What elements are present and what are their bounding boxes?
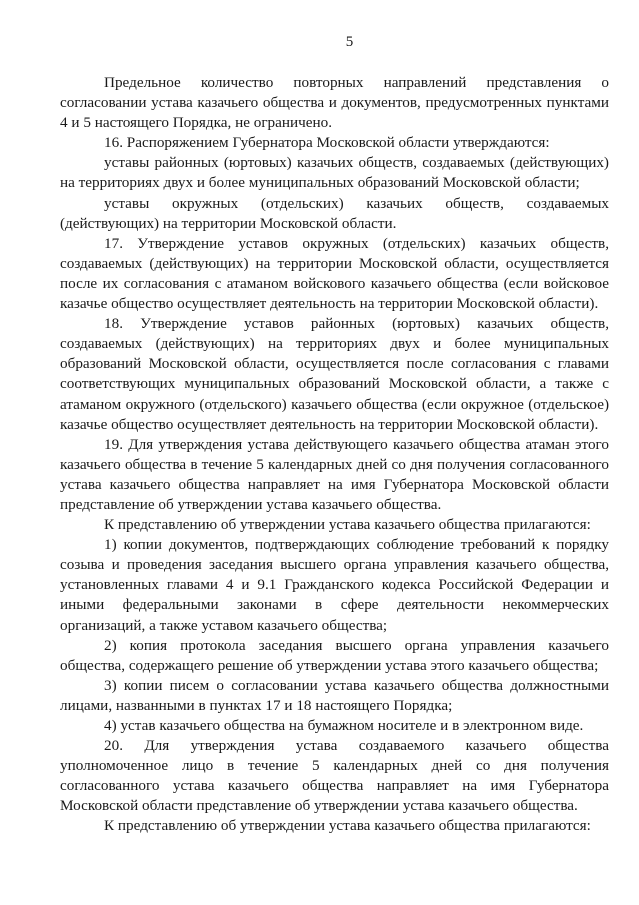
paragraph-16-heading: 16. Распоряжением Губернатора Московской области утверждаются: [104,134,550,152]
paragraph-19-attachments-heading: К представлению об утверждении устава казачьего общества прилагаются: [104,516,591,534]
paragraph-17: 17. Утверждение уставов окружных (отдельских) казачьих обществ, создаваемых (действующих) на территории Московской области, осуществляется после их согласования с атаманом войскового казачьего общества (если войсковое казачье общество осуществляет деятельность на территории Московской области). [60,234,609,313]
attachment-item-3: 3) копии писем о согласовании устава казачьего общества должностными лицами, названными в пунктах 17 и 18 настоящего Порядка; [60,676,609,714]
paragraph-repeat-limit: Предельное количество повторных направлений представления о согласовании устава казачьего общества и документов, предусмотренных пунктами 4 и 5 настоящего Порядка, не ограничено. [60,74,609,132]
page-number: 5 [345,34,354,50]
paragraph-20-attachments-heading: К представлению об утверждении устава казачьего общества прилагаются: [104,817,591,835]
paragraph-19: 19. Для утверждения устава действующего казачьего общества атаман этого казачьего общества в течение 5 календарных дней со дня получения согласованного устава казачьего общества направляет на имя Губернатора Московской области представление об утверждении устава казачьего общества. [60,435,609,513]
attachment-item-4: 4) устав казачьего общества на бумажном носителе и в электронном виде. [104,717,584,734]
paragraph-16-okrug-charters: уставы окружных (отдельских) казачьих обществ, создаваемых (действующих) на территории Московской области. [60,194,609,232]
paragraph-20: 20. Для утверждения устава создаваемого казачьего общества уполномоченное лицо в течение 5 календарных дней со дня получения согласованного устава казачьего общества направляет на имя Губернатора Московской области представление об утверждении устава казачьего общества. [60,737,609,815]
attachment-item-2: 2) копия протокола заседания высшего органа управления казачьего общества, содержащего решение об утверждении устава этого казачьего общества; [60,636,609,674]
attachment-item-1: 1) копии документов, подтверждающих соблюдение требований к порядку созыва и проведения заседания высшего органа управления казачьего общества, установленных главами 4 и 9.1 Гражданского кодекса Российской Федерации и иными федеральными законами в сфере деятельности некоммерческих организаций, а также уставом казачьего общества; [60,536,609,634]
paragraph-18: 18. Утверждение уставов районных (юртовых) казачьих обществ, создаваемых (действующих) на территориях двух и более муниципальных образований Московской области, осуществляется после согласования с главами соответствующих муниципальных образований Московской области, а также с атаманом окружного (отдельского) казачьего общества (если окружное (отдельское) казачье общество осуществляет деятельность на территории Московской области). [60,315,609,433]
paragraph-16-district-charters: уставы районных (юртовых) казачьих обществ, создаваемых (действующих) на территориях двух и более муниципальных образований Московской области; [60,154,609,192]
